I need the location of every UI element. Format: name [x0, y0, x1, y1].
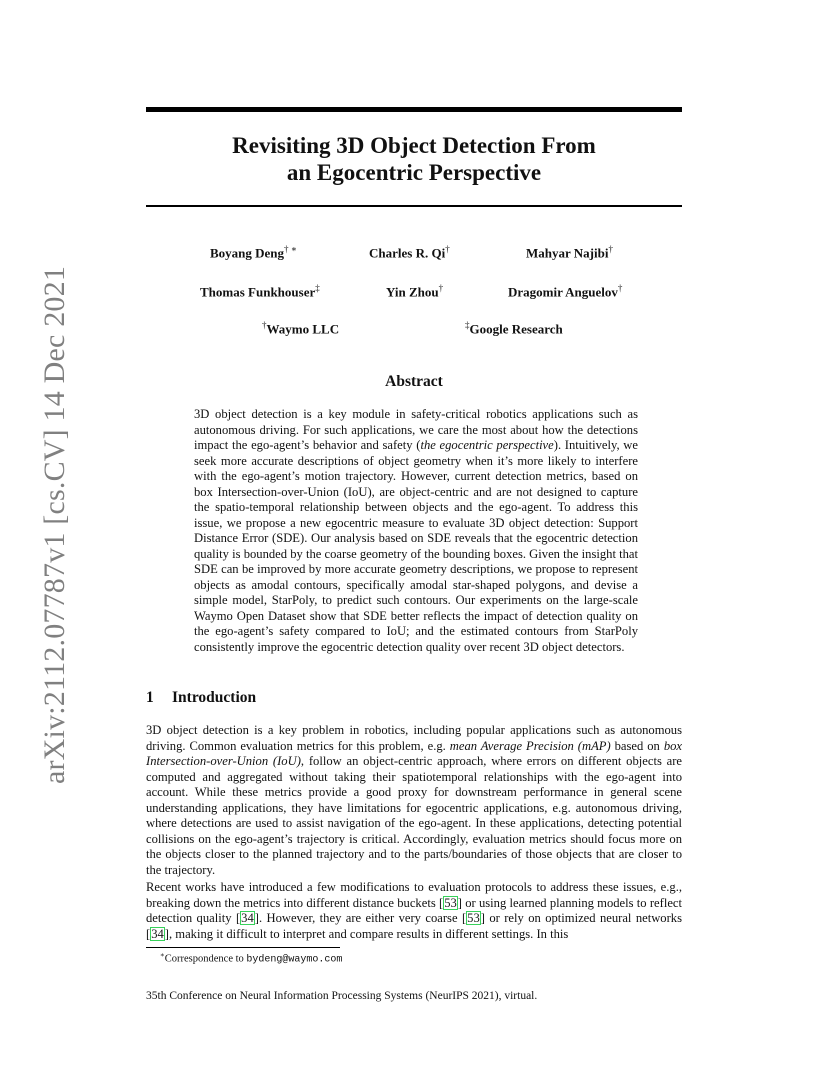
- intro-paragraph-2: Recent works have introduced a few modifications to evaluation protocols to address these issues, e.g., breaking down the metrics into different distance buckets [53] or using learned planning models to reflect detection quality [34]. However, they are either very coarse [53] or rely on optimized neural networks [34], making it difficult to interpret and compare results in different settings. In this: [146, 880, 682, 941]
- paper-title: [146, 132, 682, 186]
- citation-link[interactable]: 34: [151, 926, 164, 941]
- author-2: Charles R. Qi†: [369, 244, 450, 261]
- title-line-2: an Egocentric Perspective: [286, 160, 542, 185]
- citation-link[interactable]: 53: [467, 911, 480, 925]
- title-rule-top: [146, 107, 682, 112]
- affiliation-1: †Waymo LLC: [262, 320, 340, 337]
- title-rule-bottom: [146, 205, 682, 207]
- arxiv-stamp: arXiv:2112.07787v1 [cs.CV] 14 Dec 2021: [38, 265, 71, 785]
- author-4: Thomas Funkhouser‡: [200, 283, 320, 300]
- citation-link[interactable]: 34: [241, 911, 254, 925]
- intro-paragraph-1: 3D object detection is a key problem in robotics, including popular applications such as autonomous driving. Common evaluation metrics for this problem, e.g. mean Average Precision (mAP) based on box Intersection-over-Union (IoU), follow an object-centric approach, where errors on different objects are computed and aggregated without taking their spatiotemporal relationships with the ego-agent into account. While these metrics provide a good proxy for downstream performance in general scene understanding applications, they have limitations for egocentric applications, e.g. autonomous driving, where detections are used to assist navigation of the ego-agent. In these applications, detecting potential collisions on the ego-agent’s trajectory is critical. Accordingly, evaluation metrics should focus more on the objects closer to the planned trajectory and to the parts/boundaries of those objects that are closer to the trajectory.: [146, 723, 682, 877]
- footnote-rule: [146, 947, 340, 948]
- footnote: ∗Correspondence to bydeng@waymo.com: [160, 951, 343, 966]
- section-heading: 1 Introduction: [146, 689, 257, 706]
- title-line-1: Revisiting 3D Object Detection From: [232, 133, 596, 158]
- author-3: Mahyar Najibi†: [526, 244, 613, 261]
- affiliation-2: ‡Google Research: [465, 320, 563, 337]
- abstract-text: 3D object detection is a key module in safety-critical robotics applications such as autonomous driving. For such applications, we care the most about how the detections impact the ego-agent’s behavior and safety (the egocentric perspective). Intuitively, we seek more accurate descriptions of object geometry when it’s more likely to interfere with the ego-agent’s motion trajectory. However, current detection metrics, based on box Intersection-over-Union (IoU), are object-centric and are not designed to capture the spatio-temporal relationship between objects and the ego-agent. To address this issue, we propose a new egocentric measure to evaluate 3D object detection: Support Distance Error (SDE). Our analysis based on SDE reveals that the egocentric detection quality is bounded by the coarse geometry of the bounding boxes. Given the insight that SDE can be improved by more accurate geometry descriptions, we propose to represent objects as amodal contours, specifically amodal star-shaped polygons, and devise a simple model, StarPoly, to predict such contours. Our experiments on the large-scale Waymo Open Dataset show that SDE better reflects the impact of detection quality on the ego-agent’s safety compared to IoU; and the estimated contours from StarPoly consistently improve the egocentric detection quality over recent 3D object detectors.: [194, 407, 638, 654]
- author-1: Boyang Deng† ∗: [210, 244, 297, 261]
- citation-link[interactable]: 53: [444, 895, 457, 910]
- email-link[interactable]: bydeng@waymo.com: [246, 954, 343, 966]
- abstract-heading: Abstract: [385, 373, 443, 390]
- venue-note: 35th Conference on Neural Information Processing Systems (NeurIPS 2021), virtual.: [146, 990, 538, 1002]
- author-5: Yin Zhou†: [386, 283, 444, 300]
- author-6: Dragomir Anguelov†: [508, 283, 623, 300]
